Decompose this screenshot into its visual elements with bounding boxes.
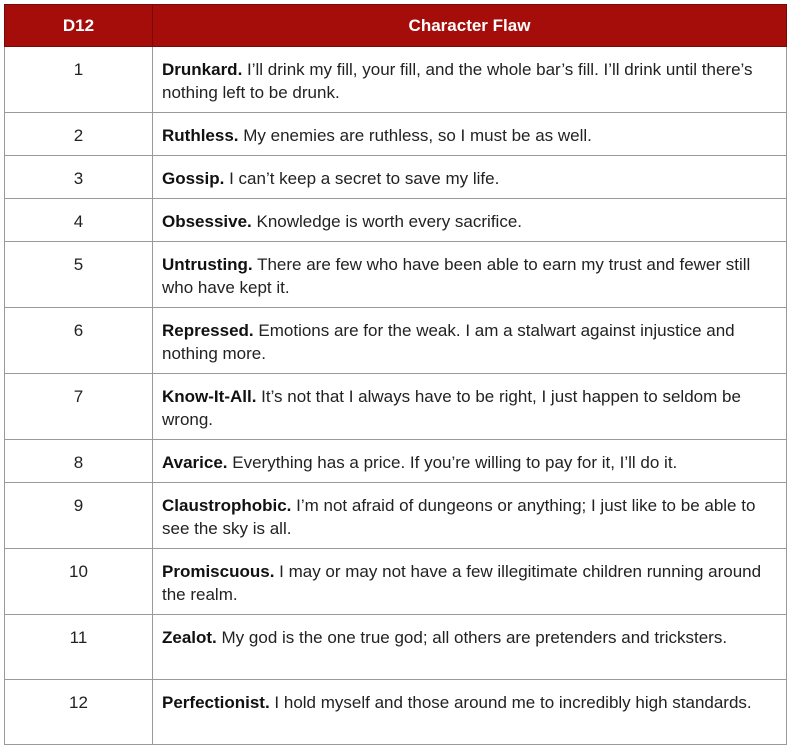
flaw-description: Everything has a price. If you’re willing to pay for it, I’ll do it. bbox=[227, 453, 678, 472]
flaw-description: There are few who have been able to earn my trust and fewer still who have kept it. bbox=[162, 255, 751, 297]
table-row bbox=[5, 374, 787, 440]
roll-number: 1 bbox=[5, 47, 153, 113]
flaw-name: Claustrophobic. bbox=[162, 496, 292, 515]
roll-number: 9 bbox=[5, 483, 153, 549]
flaw-description: I may or may not have a few illegitimate children running around the realm. bbox=[162, 562, 762, 604]
roll-number: 10 bbox=[5, 549, 153, 615]
flaw-name: Avarice. bbox=[162, 453, 228, 472]
roll-number: 5 bbox=[5, 242, 153, 308]
table-row bbox=[5, 113, 787, 156]
flaw-name: Perfectionist. bbox=[162, 693, 270, 712]
roll-number: 11 bbox=[5, 615, 153, 680]
roll-number: 12 bbox=[5, 680, 153, 745]
flaw-cell bbox=[153, 199, 787, 242]
table-row bbox=[5, 440, 787, 483]
flaw-name: Drunkard. bbox=[162, 60, 243, 79]
flaw-description: I’ll drink my fill, your fill, and the whole bar’s fill. I’ll drink until there’s nothing left to be drunk. bbox=[162, 60, 753, 102]
flaw-name: Obsessive. bbox=[162, 212, 252, 231]
flaw-cell bbox=[153, 374, 787, 440]
flaw-name: Know-It-All. bbox=[162, 387, 257, 406]
flaw-cell bbox=[153, 615, 787, 680]
table-row bbox=[5, 156, 787, 199]
roll-number: 3 bbox=[5, 156, 153, 199]
table-header-row bbox=[5, 5, 787, 47]
table-row bbox=[5, 242, 787, 308]
roll-number: 6 bbox=[5, 308, 153, 374]
character-flaw-table bbox=[4, 4, 787, 745]
header-character-flaw: Character Flaw bbox=[153, 5, 787, 47]
flaw-cell bbox=[153, 242, 787, 308]
flaw-name: Gossip. bbox=[162, 169, 225, 188]
flaw-description: My god is the one true god; all others are pretenders and tricksters. bbox=[216, 628, 728, 647]
flaw-cell bbox=[153, 483, 787, 549]
flaw-cell bbox=[153, 47, 787, 113]
flaw-cell bbox=[153, 549, 787, 615]
table-row bbox=[5, 308, 787, 374]
roll-number: 8 bbox=[5, 440, 153, 483]
flaw-description: I hold myself and those around me to incredibly high standards. bbox=[269, 693, 752, 712]
flaw-cell bbox=[153, 680, 787, 745]
flaw-name: Zealot. bbox=[162, 628, 217, 647]
flaw-cell bbox=[153, 113, 787, 156]
flaw-description: Knowledge is worth every sacrifice. bbox=[251, 212, 523, 231]
table-row bbox=[5, 483, 787, 549]
header-roll: D12 bbox=[5, 5, 153, 47]
flaw-cell bbox=[153, 440, 787, 483]
table-row bbox=[5, 549, 787, 615]
table-row bbox=[5, 199, 787, 242]
flaw-name: Repressed. bbox=[162, 321, 254, 340]
roll-number: 7 bbox=[5, 374, 153, 440]
flaw-description: Emotions are for the weak. I am a stalwart against injustice and nothing more. bbox=[162, 321, 735, 363]
flaw-description: My enemies are ruthless, so I must be as well. bbox=[238, 126, 592, 145]
table-row bbox=[5, 680, 787, 745]
flaw-name: Promiscuous. bbox=[162, 562, 275, 581]
flaw-description: I can’t keep a secret to save my life. bbox=[224, 169, 500, 188]
flaw-name: Ruthless. bbox=[162, 126, 239, 145]
flaw-description: It’s not that I always have to be right, I just happen to seldom be wrong. bbox=[162, 387, 741, 429]
roll-number: 2 bbox=[5, 113, 153, 156]
flaw-description: I’m not afraid of dungeons or anything; I just like to be able to see the sky is all. bbox=[162, 496, 756, 538]
flaw-cell bbox=[153, 308, 787, 374]
roll-number: 4 bbox=[5, 199, 153, 242]
table-row bbox=[5, 615, 787, 680]
flaw-cell bbox=[153, 156, 787, 199]
table-row bbox=[5, 47, 787, 113]
flaw-name: Untrusting. bbox=[162, 255, 253, 274]
